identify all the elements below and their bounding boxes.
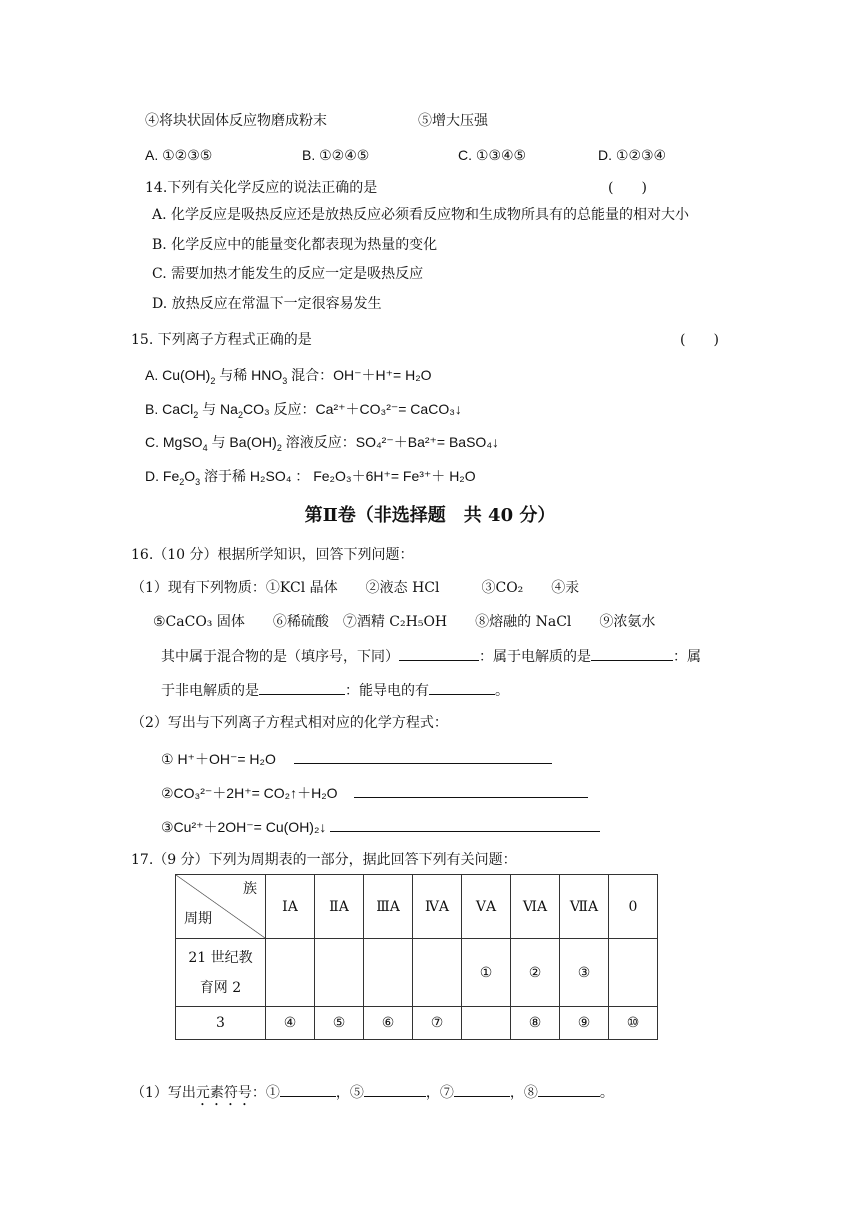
q13-option-a: A. ①②③⑤ [145,147,213,163]
q14-option-d: D. 放热反应在常温下一定很容易发生 [152,296,382,312]
q16-eq1: ① H⁺＋OH⁻= H₂O [161,749,552,769]
element-cell: ④ [266,1007,315,1040]
period-cell: 21 世纪教 育网 2 [176,939,266,1007]
group-header: ⅡA [315,875,364,939]
q17-stem: 17.（9 分）下列为周期表的一部分，据此回答下列有关问题： [131,852,517,868]
q15-option-b: B. CaCl$_2$ 与 $Na_2CO_3$ 反应：Ca²⁺＋CO₃²⁻= CaCO₃↓ [145,401,462,420]
group-header: ⅠA [266,875,315,939]
element-7-blank[interactable] [454,1082,510,1097]
q14-stem: 14.下列有关化学反应的说法正确的是 [145,180,378,196]
nonelectrolyte-blank[interactable] [259,680,345,695]
q16-stem: 16.（10 分）根据所学知识，回答下列问题： [131,547,414,563]
q16-eq2: ②CO₃²⁻＋2H⁺= CO₂↑＋H₂O [161,783,588,803]
q15-answer-paren: ( ) [680,332,719,348]
group-header: ⅦA [560,875,609,939]
q15-option-a: A. $Cu(OH)_2$ 与稀 $HNO_3$ 混合：OH⁻＋H⁺= H₂O [145,367,432,386]
q15-option-d: D. $Fe_2O_3$ 溶于稀 H₂SO₄ ： Fe₂O₃＋6H⁺= Fe³⁺＋ H₂O [145,468,476,487]
element-cell: ① [462,939,511,1007]
electrolyte-blank[interactable] [591,646,673,661]
group-header: ⅥA [511,875,560,939]
q16-part1-question-line1: 其中属于混合物的是（填序号，下同） ：属于电解质的是 ：属 [161,646,701,667]
periodic-table-fragment [175,874,658,1040]
element-cell [413,939,462,1007]
group-header: ⅣA [413,875,462,939]
q17-part1: （1）写出元素符号：① ，⑤ ，⑦ ，⑧ 。 [131,1082,614,1109]
element-cell: ③ [560,939,609,1007]
element-cell [364,939,413,1007]
q16-eq3: ③Cu²⁺＋2OH⁻= Cu(OH)₂↓ [161,817,600,837]
q16-part1-substances: （1）现有下列物质：①KCl 晶体 ②液态 HCl ③CO₂ ④汞 [131,580,580,596]
element-8-blank[interactable] [538,1082,600,1097]
eq1-answer-blank[interactable] [294,749,552,764]
emphasized-text: 元素符号 [195,1085,252,1101]
q13-option-c: C. ①③④⑤ [458,147,527,163]
q15-option-c: C. MgSO$_4$ 与 $Ba(OH)_2$ 溶液反应：SO₄²⁻＋Ba²⁺= BaSO₄↓ [145,434,500,453]
section-title: 第Ⅱ卷（非选择题 共 40 分） [304,505,556,526]
q13-item-4: ④将块状固体反应物磨成粉末 [145,113,327,129]
group-label: 族 [243,881,257,897]
element-cell: ⑥ [364,1007,413,1040]
q13-option-b: B. ①②④⑤ [302,147,370,163]
q13-option-d: D. ①②③④ [598,147,667,163]
header-row [176,875,658,939]
q14-answer-paren: ( ) [608,180,647,196]
conductor-blank[interactable] [429,680,495,695]
element-cell: ⑦ [413,1007,462,1040]
element-cell [462,1007,511,1040]
q14-option-c: C. 需要加热才能发生的反应一定是吸热反应 [152,266,424,282]
element-cell [609,939,658,1007]
element-cell [266,939,315,1007]
period-row-3 [176,1007,658,1040]
eq2-answer-blank[interactable] [354,783,588,798]
q16-part1-question-line2: 于非电解质的是 ：能导电的有 。 [161,680,509,701]
element-1-blank[interactable] [280,1082,336,1097]
element-cell [315,939,364,1007]
element-5-blank[interactable] [364,1082,426,1097]
q13-item-5: ⑤增大压强 [418,113,488,129]
period-row-2 [176,939,658,1007]
q14-option-a: A. 化学反应是吸热反应还是放热反应必须看反应物和生成物所具有的总能量的相对大小 [152,207,690,223]
period-label: 周期 [184,911,212,927]
period-cell: 3 [176,1007,266,1040]
corner-cell [176,875,266,939]
q15-stem: 15. 下列离子方程式正确的是 [131,332,312,348]
group-header: ⅤA [462,875,511,939]
mixture-blank[interactable] [399,646,479,661]
element-cell: ⑨ [560,1007,609,1040]
element-cell: ② [511,939,560,1007]
q14-option-b: B. 化学反应中的能量变化都表现为热量的变化 [152,237,438,253]
element-cell: ⑩ [609,1007,658,1040]
eq3-answer-blank[interactable] [330,817,600,832]
q16-part1-substances-cont: ⑤CaCO₃ 固体 ⑥稀硫酸 ⑦酒精 C₂H₅OH ⑧熔融的 NaCl ⑨浓氨水 [153,614,656,630]
element-cell: ⑤ [315,1007,364,1040]
group-header: ⅢA [364,875,413,939]
group-header: 0 [609,875,658,939]
element-cell: ⑧ [511,1007,560,1040]
q16-part2-label: （2）写出与下列离子方程式相对应的化学方程式： [131,715,448,731]
